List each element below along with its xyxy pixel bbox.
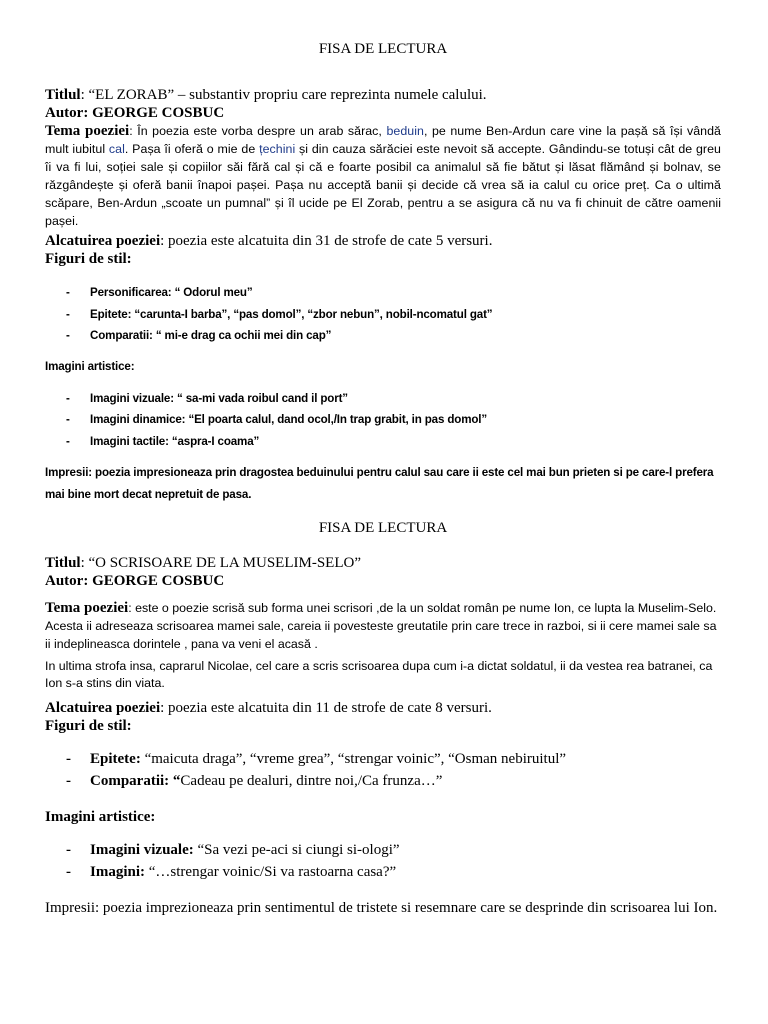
sheet1-link-beduin[interactable]: beduin [386,124,424,138]
sheet2-figuri-list [45,748,721,792]
sheet1-tema-text-3: . Pașa îi oferă o mie de [124,142,260,156]
sheet1-impresii: Impresii: poezia impresioneaza prin dragostea beduinului pentru calul sau care ii este cel mai bun prieten si pe care-l prefera mai bine mort decat nepretuit de pasa. [45,466,714,501]
sheet2-alcatuire-label: Alcatuirea poeziei [45,700,161,716]
sheet2-title-line [45,554,721,572]
sheet2-author: Autor: GEORGE COSBUC [45,573,225,589]
sheet1-heading: FISA DE LECTURA [318,41,448,57]
sheet1-title-value: : “EL ZORAB” – substantiv propriu care reprezinta numele calului. [80,87,487,103]
list-item: - Epitete: “carunta-I barba”, “pas domol”, “zbor nebun”, nobil-ncomatul gat” [66,307,493,321]
sheet2-title-label: Titlul [45,555,81,571]
sheet1-alcatuire [45,232,721,250]
sheet2-imagini-label: Imagini artistice: [45,809,156,825]
sheet1-tema [45,122,721,230]
list-item: - Imagini tactile: “aspra-I coama” [66,434,260,448]
sheet2-figuri-label: Figuri de stil: [45,718,132,734]
sheet1-tema-text-2: , pe nume Ben-Ardun care vine la pașă să își vândă mult iubitul [45,124,722,156]
list-item: - Epitete: “maicuta draga”, “vreme grea”, “strengar voinic”, “Osman nebiruitul” [66,751,567,767]
sheet1-figuri-list [45,282,721,347]
sheet1-author: Autor: GEORGE COSBUC [45,105,225,121]
sheet1-tema-text-4: și din cauza sărăciei este nevoit să accepte. Gândindu-se totuși cât de greu îi va fi lui, soției sale și copiilor săi fără cal și că e foarte posibil ca animalul să fie bătut și lăsat flămând și bolnav, se răzgândește și oferă banii înapoi pașei. Pașa nu acceptă banii și decide că vrea să ia calul cu orice preț. Ca o ultimă scăpare, Ben-Ardun „scoate un pumnal” și îl ucide pe El Zorab, pentru a se asigura că nu va fi chinuit de către oamenii pașei. [45,142,721,228]
sheet1-link-techini[interactable]: țechini [259,142,296,156]
sheet2-heading: FISA DE LECTURA [318,520,448,536]
list-item: - Imagini vizuale: “ sa-mi vada roibul cand il port” [66,391,348,405]
sheet2-title-value: : “O SCRISOARE DE LA MUSELIM-SELO” [80,555,361,571]
sheet1-alcatuire-text: : poezia este alcatuita din 31 de strofe de cate 5 versuri. [160,233,493,249]
list-item: - Comparatii: “ mi-e drag ca ochii mei din cap” [66,329,332,342]
sheet2-tema-label: Tema poeziei [45,600,129,616]
sheet1-tema-label: Tema poeziei [45,123,130,139]
list-item: - Personificarea: “ Odorul meu” [66,286,253,299]
sheet1-link-cal[interactable]: cal [108,142,125,156]
sheet1-imagini-list [45,388,721,453]
sheet1-tema-text-1: : În poezia este vorba despre un arab sărac, [129,124,387,138]
sheet2-impresii: Impresii: poezia imprezioneaza prin sentimentul de tristete si resemnare care se desprinde din scrisoarea lui Ion. [45,900,718,916]
sheet1-title-line [45,86,721,104]
sheet2-imagini-list [45,839,721,883]
sheet1-imagini-label: Imagini artistice: [45,359,135,373]
sheet1-title-label: Titlul [45,87,81,103]
sheet2-tema [45,599,721,653]
sheet2-ultima-strofa: In ultima strofa insa, caprarul Nicolae, cel care a scris scrisoarea dupa cum i-a dictat soldatul, ii da vestea rea batranei, ca Ion s-a stins din viata. [45,659,713,690]
list-item: - Imagini dinamice: “El poarta calul, dand ocol,/In trap grabit, in pas domol” [66,413,488,426]
sheet2-alcatuire [45,699,721,717]
sheet1-alcatuire-label: Alcatuirea poeziei [45,233,161,249]
list-item: - Imagini vizuale: “Sa vezi pe-aci si ciungi si-ologi” [66,842,400,858]
sheet2-tema-text: : este o poezie scrisă sub forma unei scrisori ,de la un soldat român pe nume Ion, ce lupta la Muselim-Selo. Acesta ii adreseaza scrisoarea mamei sale, careia ii povesteste greutatile prin care trece in razboi, si ii cere mamei sale sa ii indeplineasca dorintele , pana va veni el acasă . [45,601,717,651]
list-item: - Comparatii: “Cadeau pe dealuri, dintre noi,/Ca frunza…” [66,773,443,789]
sheet1-figuri-label: Figuri de stil: [45,251,132,267]
sheet2-alcatuire-text: : poezia este alcatuita din 11 de strofe de cate 8 versuri. [160,700,492,716]
list-item: - Imagini: “…strengar voinic/Si va rastoarna casa?” [66,864,397,880]
